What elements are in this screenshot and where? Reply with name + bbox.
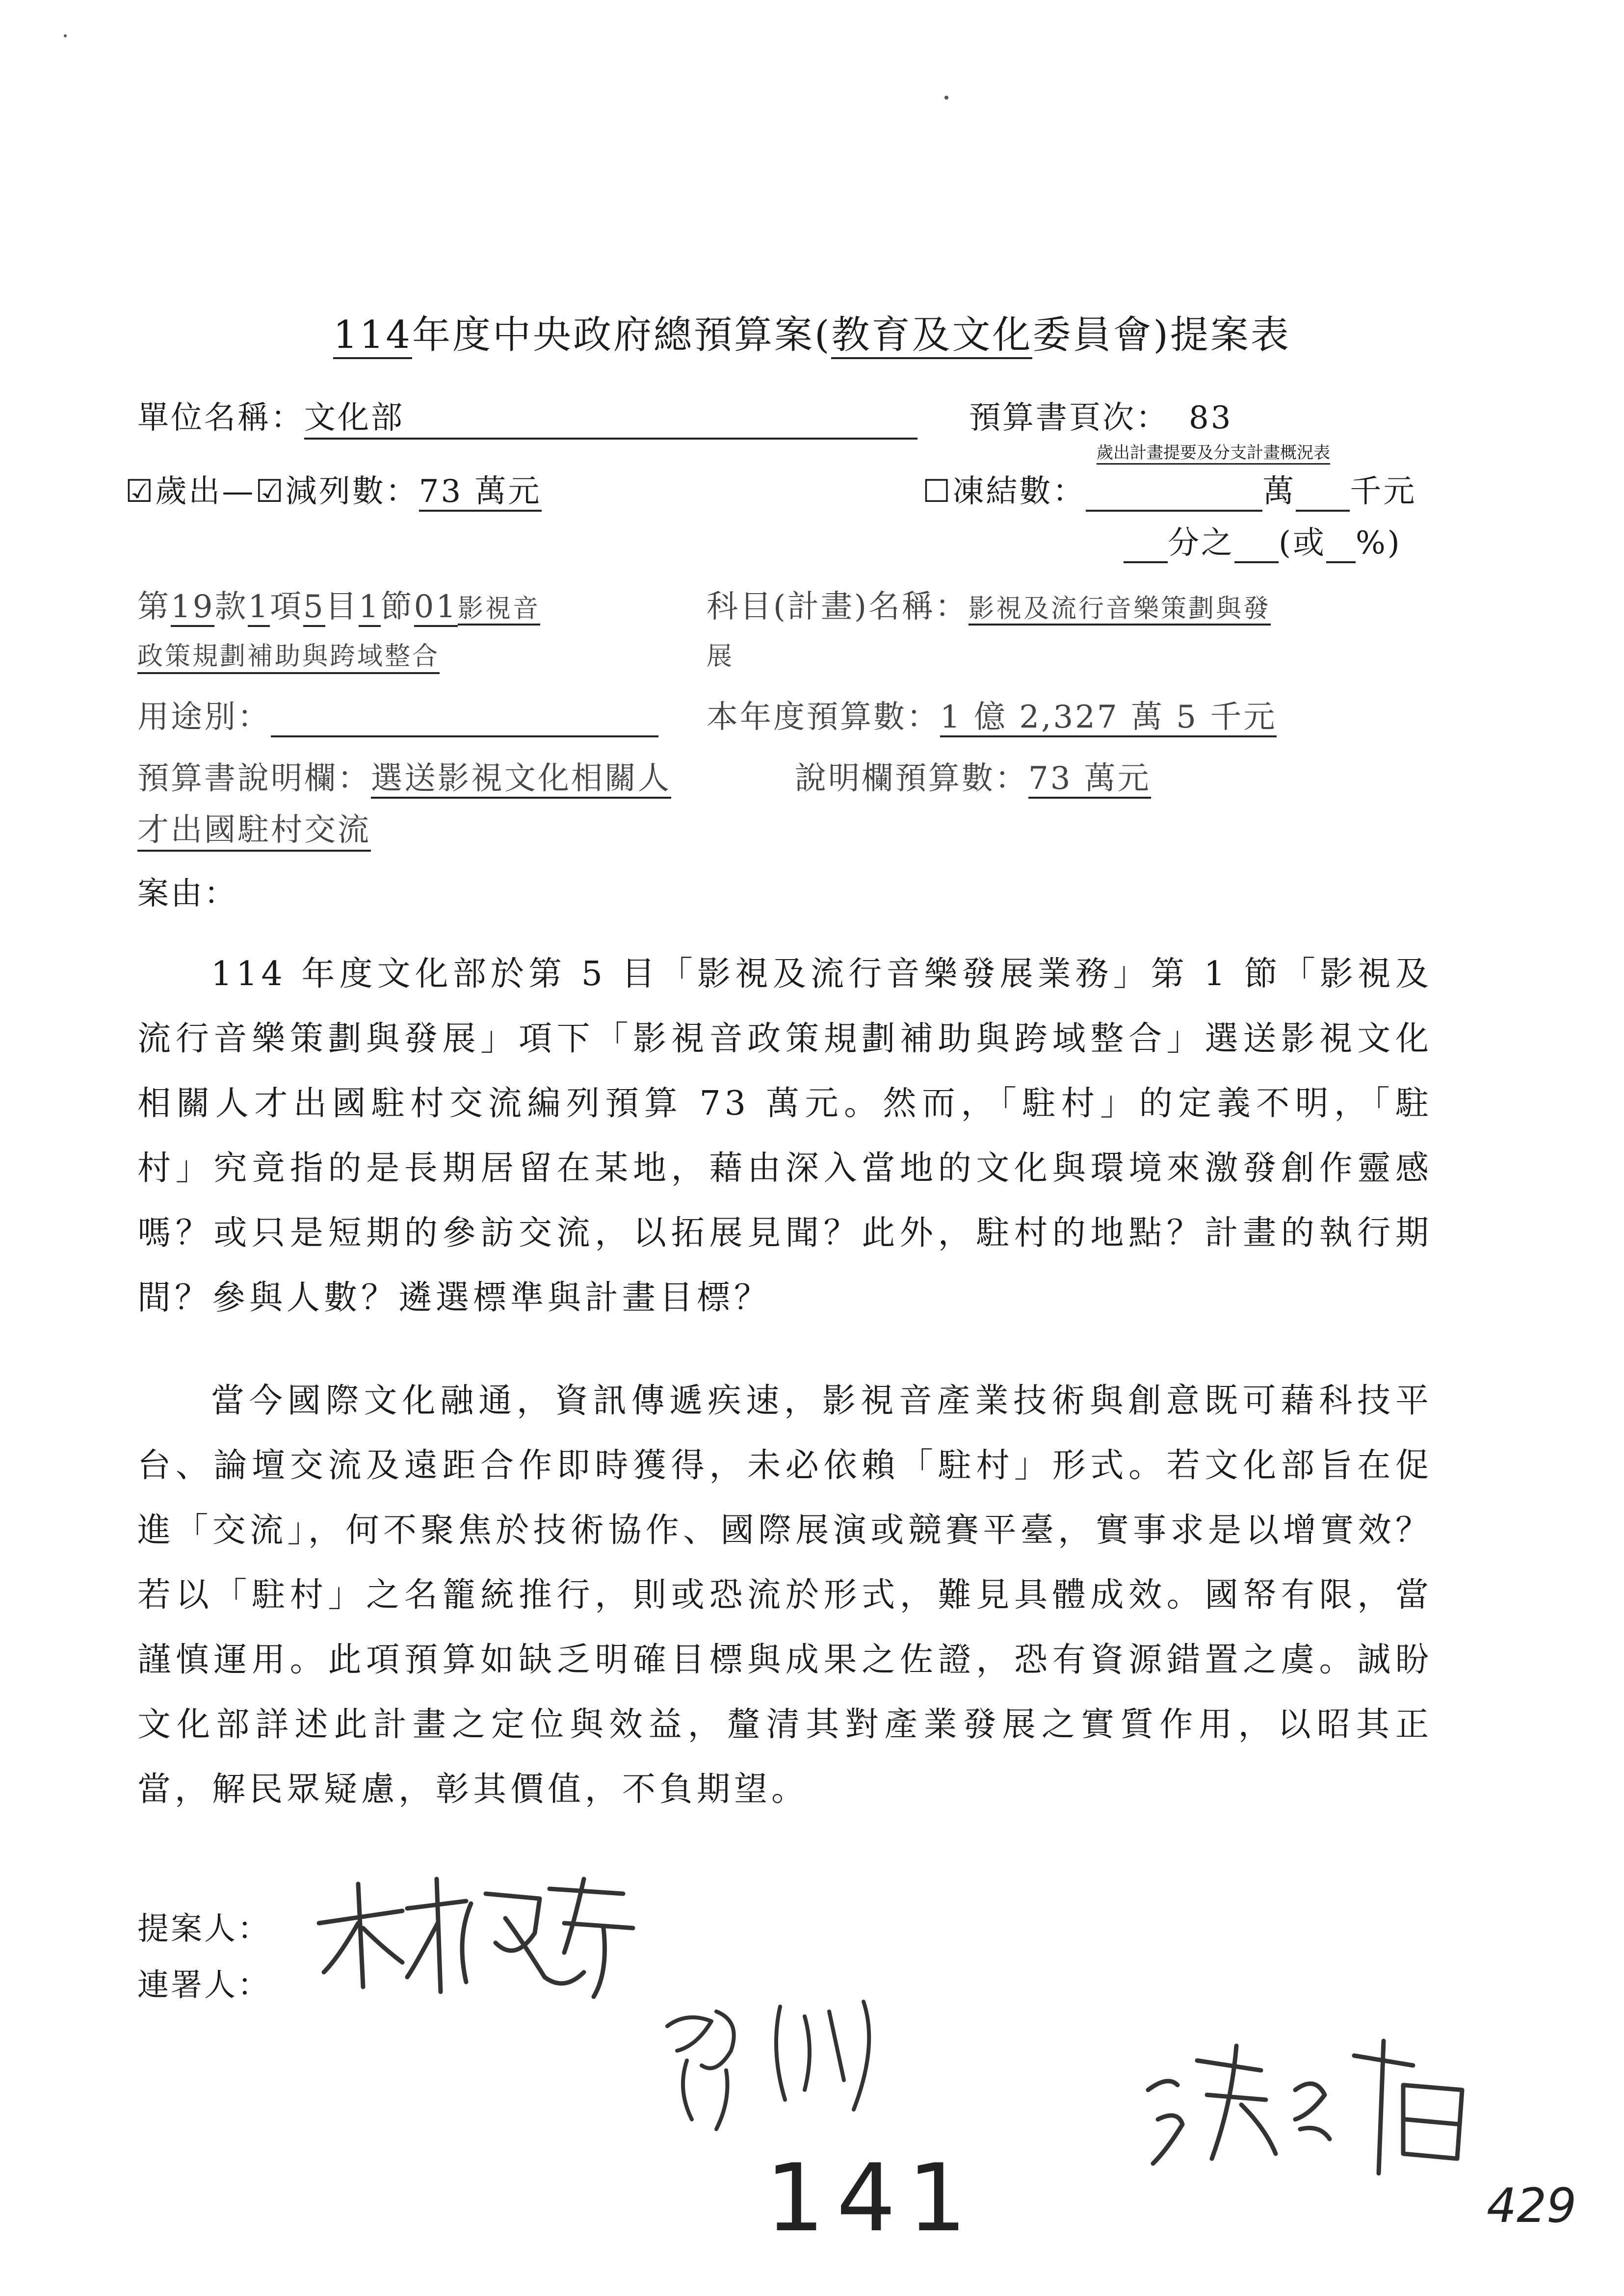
usage-label: 用途別： bbox=[137, 699, 271, 735]
title-year: 114 bbox=[333, 313, 412, 359]
reason-label: 案由： bbox=[137, 876, 237, 912]
freeze-ratio-line-1 bbox=[1124, 525, 1168, 563]
cut-checkbox[interactable]: ☑ bbox=[255, 473, 286, 510]
cut-value: 73 萬元 bbox=[419, 473, 542, 512]
unit-label: 單位名稱： bbox=[137, 400, 304, 436]
handwritten-number: 429 bbox=[1487, 2178, 1577, 2233]
subject-value-line1: 影視及流行音樂策劃與發 bbox=[969, 594, 1271, 626]
section-name-line2: 政策規劃補助與跨域整合 bbox=[137, 635, 440, 674]
reason-paragraph-1-text: 114 年度文化部於第 5 目「影視及流行音樂發展業務」第 1 節「影視及流行音樂策劃與發展」項下「影視音政策規劃補助與跨域整合」選送影視文化相關人才出國駐村交流編列預算 73 萬元。然而，「駐村」的定義不明，「駐村」究竟指的是長期居留在某地，藉由深入當地的文化與環境來激發創作靈感嗎？或只是短期的參訪交流，以拓展見聞？此外，駐村的地點？計畫的執行期間？參與人數？遴選標準與計畫目標？ bbox=[137, 955, 1433, 1317]
desc-value-line1: 選送影視文化相關人 bbox=[371, 760, 671, 799]
reason-paragraph-2-text: 當今國際文化融通，資訊傳遞疾速，影視音產業技術與創意既可藉科技平台、論壇交流及遠距合作即時獲得，未必依賴「駐村」形式。若文化部旨在促進「交流」，何不聚焦於技術協作、國際展演或競賽平臺，實事求是以增實效？若以「駐村」之名籠統推行，則或恐流於形式，難見具體成效。國帑有限，當謹慎運用。此項預算如缺乏明確目標與成果之佐證，恐有資源錯置之虞。誠盼文化部詳述此計畫之定位與效益，釐清其對產業發展之實質作用，以昭其正當，解民眾疑慮，彰其價值，不負期望。 bbox=[137, 1382, 1433, 1809]
title-suffix: 委員會)提案表 bbox=[1032, 313, 1291, 357]
scan-speck bbox=[64, 34, 67, 37]
freeze-huo: (或 bbox=[1279, 525, 1326, 561]
usage-value-line bbox=[271, 699, 658, 737]
section-xiang-num: 1 bbox=[248, 589, 270, 627]
subject-value-line2: 展 bbox=[707, 642, 733, 671]
section-xiang: 項 bbox=[270, 589, 304, 625]
unit-row bbox=[137, 392, 917, 440]
freeze-checkbox[interactable]: ☐ bbox=[922, 473, 953, 510]
cut-label: 減列數： bbox=[285, 473, 419, 510]
section-di: 第 bbox=[137, 589, 171, 625]
signature-cosigner-2 bbox=[1138, 2031, 1482, 2178]
page-ref-row bbox=[969, 392, 1232, 438]
annual-budget-row bbox=[707, 692, 1277, 737]
freeze-wan-line bbox=[1086, 473, 1262, 512]
signature-proposer bbox=[309, 1864, 653, 2011]
desc-budget-value: 73 萬元 bbox=[1028, 760, 1151, 799]
handwritten-page-number: 141 bbox=[765, 2144, 979, 2252]
page-title bbox=[0, 304, 1624, 359]
proposer-label: 提案人： bbox=[137, 1911, 271, 1947]
cosigner-label: 連署人： bbox=[137, 1967, 271, 2004]
expense-checkbox[interactable]: ☑ bbox=[125, 473, 156, 510]
section-mu-num: 5 bbox=[303, 589, 325, 627]
reason-paragraph-1 bbox=[137, 942, 1433, 1331]
desc-budget-label: 說明欄預算數： bbox=[795, 760, 1028, 797]
freeze-row bbox=[922, 466, 1416, 512]
page-ref-label: 預算書頁次： bbox=[969, 400, 1169, 436]
unit-value: 文化部 bbox=[304, 400, 404, 436]
page-ref-note: 歲出計畫提要及分支計畫概況表 bbox=[1097, 439, 1330, 465]
freeze-qian-line bbox=[1296, 473, 1350, 512]
annual-budget-value: 1 億 2,327 萬 5 千元 bbox=[940, 699, 1277, 737]
section-jie: 節 bbox=[380, 589, 414, 625]
usage-row bbox=[137, 692, 658, 737]
scan-speck bbox=[944, 96, 948, 100]
page-ref-value: 83 bbox=[1189, 400, 1233, 436]
section-jie-num: 1 bbox=[359, 589, 381, 627]
annual-budget-label: 本年度預算數： bbox=[707, 699, 940, 735]
section-kuan: 款 bbox=[214, 589, 248, 625]
freeze-ratio-row bbox=[1124, 518, 1402, 563]
section-kuan-num: 19 bbox=[171, 589, 214, 627]
desc-value-line2: 才出國駐村交流 bbox=[137, 805, 371, 852]
expense-label: 歲出— bbox=[155, 473, 256, 510]
expense-cut-row bbox=[125, 466, 542, 511]
title-committee: 教育及文化 bbox=[831, 313, 1032, 359]
freeze-ratio-line-3 bbox=[1326, 525, 1356, 563]
desc-budget-row bbox=[795, 753, 1151, 798]
signature-cosigner-1 bbox=[657, 1992, 913, 2139]
freeze-fenzhi: 分之 bbox=[1168, 525, 1234, 561]
section-mu: 目 bbox=[325, 589, 359, 625]
freeze-wan: 萬 bbox=[1262, 473, 1296, 510]
unit-value-line bbox=[304, 392, 917, 440]
section-row bbox=[137, 581, 540, 626]
desc-label: 預算書說明欄： bbox=[137, 760, 371, 797]
subject-label: 科目(計畫)名稱： bbox=[707, 589, 969, 625]
section-code: 01 bbox=[414, 589, 458, 627]
subject-row bbox=[707, 581, 1271, 626]
section-name-line1: 影視音 bbox=[458, 594, 540, 626]
freeze-ratio-line-2 bbox=[1234, 525, 1279, 563]
freeze-label: 凍結數： bbox=[952, 473, 1086, 510]
desc-row bbox=[137, 753, 671, 798]
freeze-qian: 千元 bbox=[1350, 473, 1417, 510]
freeze-pct: %) bbox=[1355, 525, 1402, 561]
reason-paragraph-2 bbox=[137, 1369, 1433, 1822]
title-prefix: 年度中央政府總預算案( bbox=[412, 313, 832, 357]
